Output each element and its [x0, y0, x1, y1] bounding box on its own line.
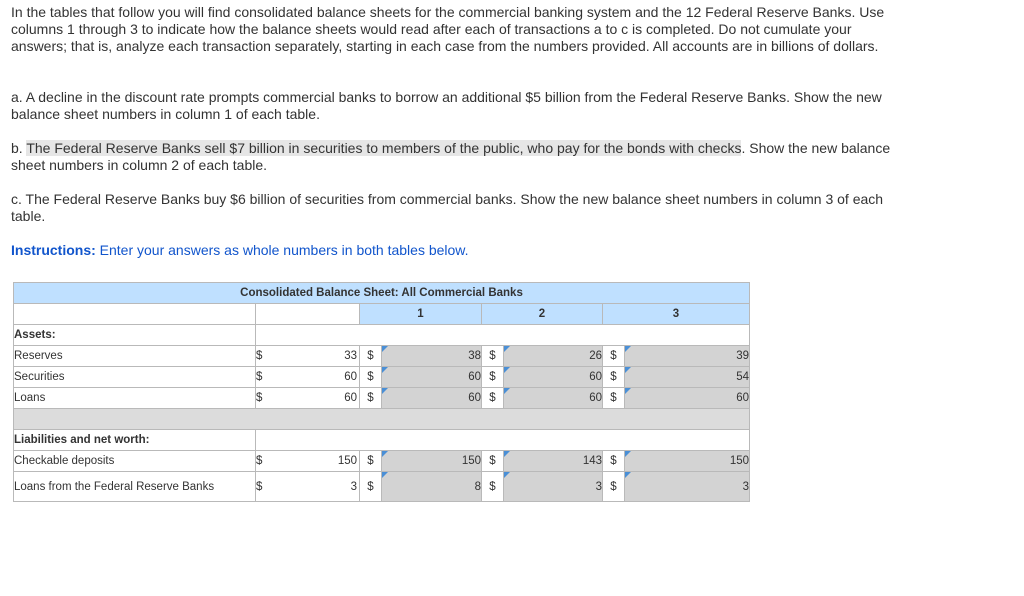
column-3-header: 3: [603, 304, 750, 325]
answer-input[interactable]: 39: [625, 346, 750, 367]
liabilities-header-row: [14, 430, 750, 451]
table-row: Securities $ 60 $ 60 $ 60 $ 54: [14, 367, 750, 388]
part-b-suffix: . Show the new balance sheet numbers in column 2 of each table.: [11, 140, 891, 173]
row-label: Loans from the Federal Reserve Banks: [14, 472, 256, 502]
table-row: Loans from the Federal Reserve Banks $ 3 $ 8 $ 3 $ 3: [14, 472, 750, 502]
row-label: Checkable deposits: [14, 451, 256, 472]
balance-sheet-table: [13, 282, 750, 502]
row-label: Reserves: [14, 346, 256, 367]
table-title: Consolidated Balance Sheet: All Commercial Banks: [14, 283, 750, 304]
base-value: $ 60: [256, 388, 360, 409]
answer-input[interactable]: 60: [504, 388, 603, 409]
row-label: Securities: [14, 367, 256, 388]
column-1-header: 1: [360, 304, 482, 325]
answer-input[interactable]: 3: [504, 472, 603, 502]
instructions-label: Instructions:: [11, 242, 96, 258]
liabilities-label: Liabilities and net worth:: [14, 430, 256, 451]
header-blank: [14, 304, 256, 325]
part-b-prefix: b.: [11, 140, 27, 156]
header-base-blank: [256, 304, 360, 325]
instructions: [11, 242, 911, 259]
row-label: Loans: [14, 388, 256, 409]
answer-input[interactable]: 26: [504, 346, 603, 367]
part-b-text: [11, 140, 911, 174]
part-b-highlight: The Federal Reserve Banks sell $7 billion in securities to members of the public, who pay for the bonds with checks: [26, 140, 742, 156]
answer-input[interactable]: 60: [382, 367, 482, 388]
answer-input[interactable]: 54: [625, 367, 750, 388]
column-2-header: 2: [482, 304, 603, 325]
answer-input[interactable]: 60: [504, 367, 603, 388]
assets-label: Assets:: [14, 325, 256, 346]
answer-input[interactable]: 60: [382, 388, 482, 409]
intro-text: In the tables that follow you will find consolidated balance sheets for the commercial banking system and the 12 Federal Reserve Banks. Use columns 1 through 3 to indicate how the balance sheets would read after each of transactions a to c is completed. Do not cumulate your answers; that is, analyze each transaction separately, starting in each case from the numbers provided. All accounts are in billions of dollars.: [11, 4, 885, 54]
base-value: $ 150: [256, 451, 360, 472]
table-row: Checkable deposits $ 150 $ 150 $ 143 $ 150: [14, 451, 750, 472]
gap-row: [14, 409, 750, 430]
base-value: $ 60: [256, 367, 360, 388]
answer-input[interactable]: 60: [625, 388, 750, 409]
base-value: $ 3: [256, 472, 360, 502]
column-header-row: [14, 304, 750, 325]
answer-input[interactable]: 38: [382, 346, 482, 367]
part-a-text: a. A decline in the discount rate prompts commercial banks to borrow an additional $5 billion from the Federal Reserve Banks. Show the new balance sheet numbers in column 1 of each table.: [11, 89, 882, 122]
part-c-text: c. The Federal Reserve Banks buy $6 billion of securities from commercial banks. Show the new balance sheet numbers in column 3 of each table.: [11, 191, 884, 224]
table-title-row: [14, 283, 750, 304]
answer-input[interactable]: 150: [625, 451, 750, 472]
assets-header-row: [14, 325, 750, 346]
table-row: Reserves $ 33 $ 38 $ 26 $ 39: [14, 346, 750, 367]
answer-input[interactable]: 3: [625, 472, 750, 502]
answer-input[interactable]: 143: [504, 451, 603, 472]
table-row: Loans $ 60 $ 60 $ 60 $ 60: [14, 388, 750, 409]
instructions-text: Enter your answers as whole numbers in both tables below.: [95, 242, 469, 258]
base-value: $ 33: [256, 346, 360, 367]
answer-input[interactable]: 150: [382, 451, 482, 472]
answer-input[interactable]: 8: [382, 472, 482, 502]
